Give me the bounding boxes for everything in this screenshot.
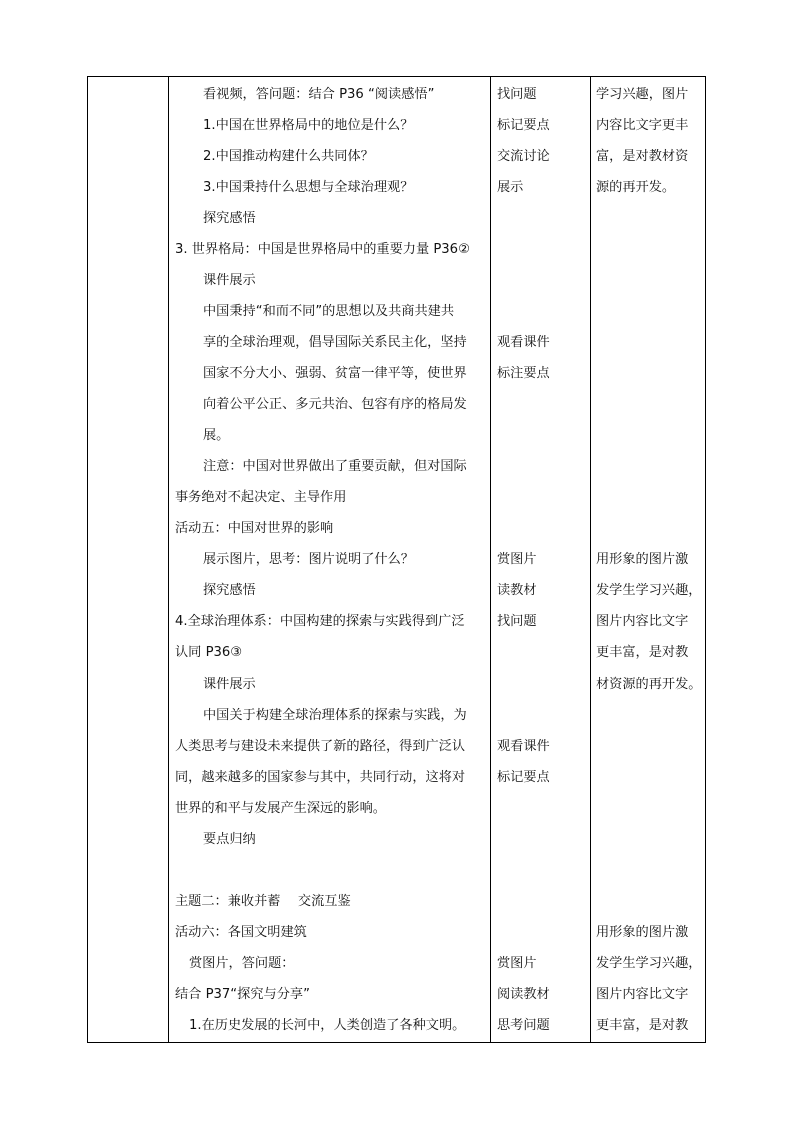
text-line: 中国关于构建全球治理体系的探索与实践，为	[203, 708, 467, 723]
text-line: 向着公平公正、多元共治、包容有序的格局发	[203, 397, 467, 412]
text-line: 注意：中国对世界做出了重要贡献，但对国际	[203, 459, 467, 474]
text-line: 要点归纳	[203, 832, 256, 847]
text-line: 主题二：兼收并蓄 交流互鉴	[175, 894, 351, 909]
text-line: 图片内容比文字	[596, 987, 689, 1002]
text-line: 发学生学习兴趣，	[596, 956, 702, 971]
text-line: 找问题	[497, 614, 537, 629]
text-line: 赏图片，答问题：	[189, 956, 295, 971]
text-line: 更丰富，是对教	[596, 645, 689, 660]
text-line: 标记要点	[497, 118, 550, 133]
lesson-plan-table	[87, 76, 706, 1043]
text-line: 富，是对教材资	[596, 149, 689, 164]
text-line: 活动六：各国文明建筑	[175, 925, 307, 940]
text-line: 赏图片	[497, 956, 537, 971]
text-line: 源的再开发。	[596, 180, 676, 195]
text-line: 同，越来越多的国家参与其中，共同行动，这将对	[175, 770, 466, 785]
text-line: 内容比文字更丰	[596, 118, 689, 133]
text-line: 2.中国推动构建什么共同体？	[203, 149, 374, 164]
text-line: 观看课件	[497, 335, 550, 350]
text-line: 发学生学习兴趣，	[596, 583, 702, 598]
text-line: 1.中国在世界格局中的地位是什么？	[203, 118, 414, 133]
text-line: 3.中国秉持什么思想与全球治理观？	[203, 180, 414, 195]
text-line: 读教材	[497, 583, 537, 598]
text-line: 展示	[497, 180, 524, 195]
text-line: 中国秉持“和而不同”的思想以及共商共建共	[203, 304, 455, 319]
text-line: 1.在历史发展的长河中，人类创造了各种文明。	[189, 1018, 466, 1033]
text-line: 更丰富，是对教	[596, 1018, 689, 1033]
text-line: 材资源的再开发。	[596, 677, 702, 692]
student-activity-column	[497, 77, 589, 1042]
text-line: 观看课件	[497, 739, 550, 754]
text-line: 标注要点	[497, 366, 550, 381]
text-line: 展示图片，思考：图片说明了什么？	[203, 552, 414, 567]
text-line: 看视频，答问题：结合 P36 “阅读感悟”	[203, 87, 435, 102]
text-line: 学习兴趣，图片	[596, 87, 689, 102]
column-divider	[490, 77, 491, 1042]
text-line: 找问题	[497, 87, 537, 102]
text-line: 阅读教材	[497, 987, 550, 1002]
text-line: 4.全球治理体系：中国构建的探索与实践得到广泛	[175, 614, 465, 629]
stage-column	[88, 77, 168, 1042]
column-divider	[590, 77, 591, 1042]
text-line: 结合 P37“探究与分享”	[175, 987, 310, 1002]
text-line: 图片内容比文字	[596, 614, 689, 629]
text-line: 赏图片	[497, 552, 537, 567]
text-line: 展。	[203, 428, 230, 443]
text-line: 标记要点	[497, 770, 550, 785]
text-line: 认同 P36③	[175, 645, 243, 660]
text-line: 用形象的图片激	[596, 925, 689, 940]
text-line: 人类思考与建设未来提供了新的路径，得到广泛认	[175, 739, 466, 754]
teacher-activity-column	[169, 77, 489, 1042]
text-line: 享的全球治理观，倡导国际关系民主化，坚持	[203, 335, 467, 350]
text-line: 课件展示	[203, 677, 256, 692]
text-line: 世界的和平与发展产生深远的影响。	[175, 801, 386, 816]
text-line: 国家不分大小、强弱、贫富一律平等，使世界	[203, 366, 467, 381]
text-line: 课件展示	[203, 273, 256, 288]
text-line: 事务绝对不起决定、主导作用	[175, 490, 347, 505]
text-line: 3. 世界格局：中国是世界格局中的重要力量 P36②	[175, 242, 470, 257]
text-line: 探究感悟	[203, 583, 256, 598]
text-line: 探究感悟	[203, 211, 256, 226]
text-line: 用形象的图片激	[596, 552, 689, 567]
text-line: 思考问题	[497, 1018, 550, 1033]
text-line: 交流讨论	[497, 149, 550, 164]
text-line: 活动五：中国对世界的影响	[175, 521, 334, 536]
design-intent-column	[596, 77, 706, 1042]
